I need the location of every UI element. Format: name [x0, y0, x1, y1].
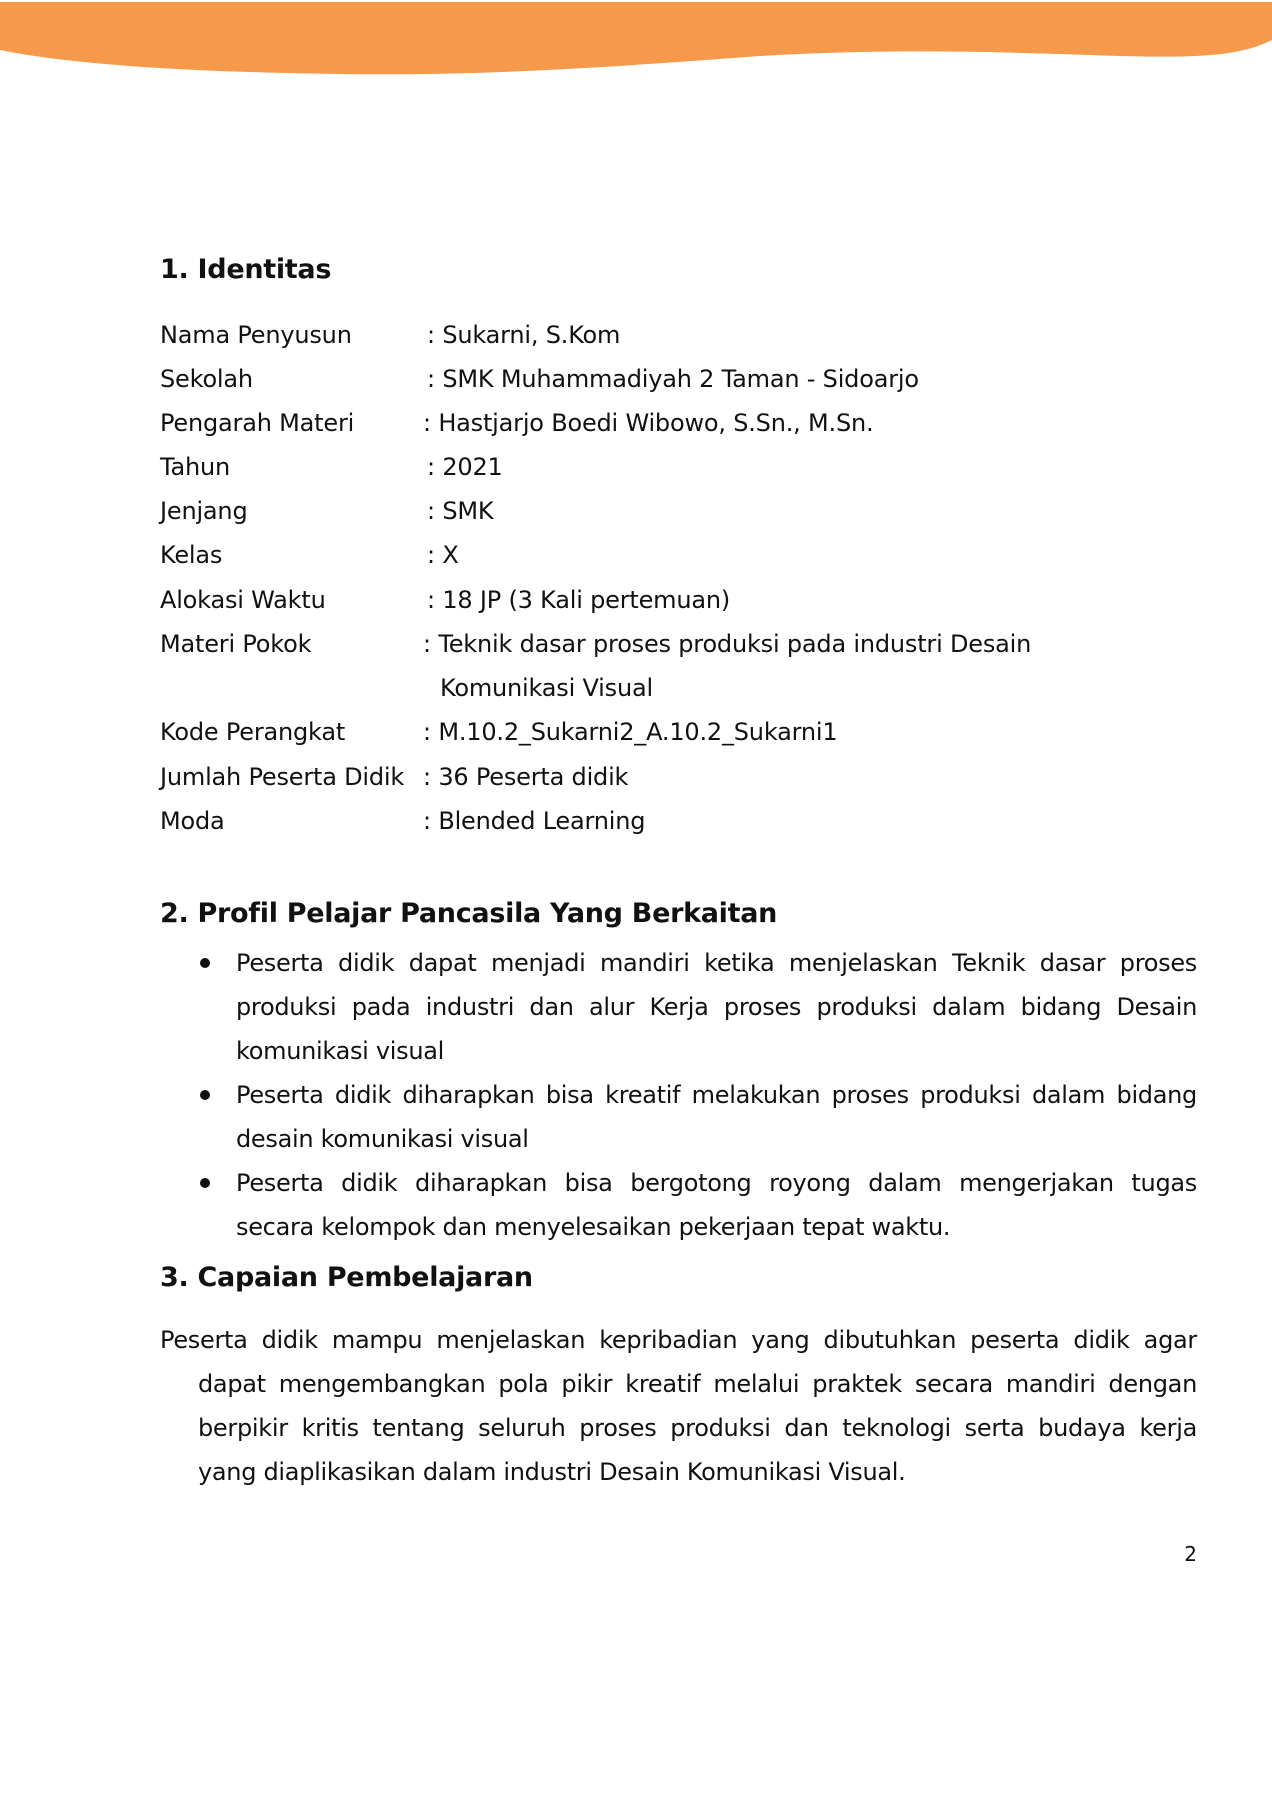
- bullet-icon: [200, 958, 210, 968]
- list-item: [160, 941, 1197, 1073]
- identity-label: Kode Perangkat: [160, 718, 346, 746]
- identity-label: Alokasi Waktu: [160, 586, 326, 614]
- identity-label: Jumlah Peserta Didik: [160, 763, 405, 791]
- identity-label: Tahun: [160, 453, 231, 481]
- identity-value: : Blended Learning: [423, 807, 646, 835]
- identity-value: : Sukarni, S.Kom: [427, 321, 621, 349]
- identity-value: : 2021: [427, 453, 503, 481]
- identity-value: : 18 JP (3 Kali pertemuan): [427, 586, 731, 614]
- profil-bullet-list: [160, 941, 1197, 1249]
- bullet-text: Peserta didik diharapkan bisa bergotong royong dalam mengerjakan tugas secara kelompok dan menyelesaikan pekerjaan tepat waktu.: [236, 1169, 1197, 1241]
- identity-label: Jenjang: [160, 497, 248, 525]
- identity-value: : SMK Muhammadiyah 2 Taman - Sidoarjo: [427, 365, 919, 393]
- bullet-icon: [200, 1090, 210, 1100]
- identity-value: : 36 Peserta didik: [423, 763, 629, 791]
- bullet-icon: [200, 1178, 210, 1188]
- identity-label: Nama Penyusun: [160, 321, 352, 349]
- identity-label: Materi Pokok: [160, 630, 312, 658]
- section-heading-capaian: 3. Capaian Pembelajaran: [160, 1262, 533, 1293]
- identity-label: Moda: [160, 807, 225, 835]
- identity-value: : M.10.2_Sukarni2_A.10.2_Sukarni1: [423, 718, 838, 746]
- bullet-text: Peserta didik dapat menjadi mandiri ketika menjelaskan Teknik dasar proses produksi pada industri dan alur Kerja proses produksi dalam bidang Desain komunikasi visual: [236, 949, 1197, 1065]
- identity-value: : SMK: [427, 497, 494, 525]
- identity-value: : Hastjarjo Boedi Wibowo, S.Sn., M.Sn.: [423, 409, 874, 437]
- page-number: 2: [1184, 1542, 1197, 1566]
- section-heading-identitas: 1. Identitas: [160, 254, 332, 285]
- list-item: [160, 1161, 1197, 1249]
- section-heading-profil: 2. Profil Pelajar Pancasila Yang Berkaitan: [160, 898, 778, 929]
- header-wave-decoration: [0, 0, 1272, 80]
- identity-label: Sekolah: [160, 365, 253, 393]
- identity-value-continuation: Komunikasi Visual: [440, 674, 653, 702]
- identity-label: Pengarah Materi: [160, 409, 355, 437]
- capaian-paragraph: Peserta didik mampu menjelaskan kepribadian yang dibutuhkan peserta didik agar dapat mengembangkan pola pikir kreatif melalui praktek secara mandiri dengan berpikir kritis tentang seluruh proses produksi dan teknologi serta budaya kerja yang diaplikasikan dalam industri Desain Komunikasi Visual.: [160, 1326, 1197, 1486]
- bullet-text: Peserta didik diharapkan bisa kreatif melakukan proses produksi dalam bidang desain komunikasi visual: [236, 1081, 1197, 1153]
- list-item: [160, 1073, 1197, 1161]
- identity-value: : X: [427, 541, 459, 569]
- identity-value: : Teknik dasar proses produksi pada industri Desain: [423, 630, 1032, 658]
- identity-label: Kelas: [160, 541, 223, 569]
- orange-wave-shape: [0, 2, 1272, 74]
